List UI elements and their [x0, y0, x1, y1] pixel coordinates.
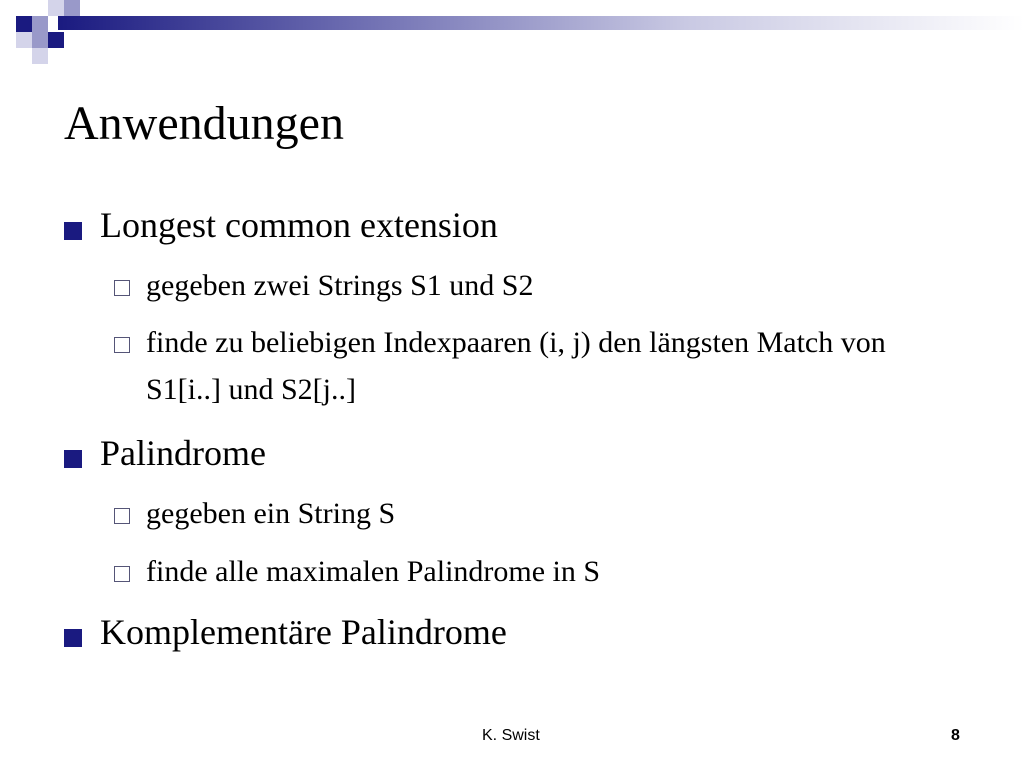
slide-title: Anwendungen: [64, 97, 344, 150]
deco-square-icon: [48, 32, 64, 48]
filled-square-bullet-icon: [64, 450, 82, 468]
bullet-text: Komplementäre Palindrome: [100, 612, 507, 652]
hollow-square-bullet-icon: [114, 280, 130, 296]
sub-bullet-text: finde alle maximalen Palindrome in S: [146, 555, 601, 588]
deco-square-icon: [48, 0, 64, 16]
footer-author: K. Swist: [482, 727, 540, 744]
filled-square-bullet-icon: [64, 629, 82, 647]
filled-square-bullet-icon: [64, 222, 82, 240]
bullet-text: Palindrome: [100, 433, 266, 473]
deco-square-icon: [16, 16, 32, 32]
sub-bullet-text: finde zu beliebigen Indexpaaren (i, j) den längsten Match von S1[i..] und S2[j..]: [146, 326, 886, 406]
deco-square-icon: [32, 32, 48, 48]
sub-bullet-text: gegeben ein String S: [146, 497, 396, 530]
header-gradient-bar: [58, 16, 1024, 30]
page-number: 8: [951, 727, 960, 744]
bullet-text: Longest common extension: [100, 205, 498, 245]
deco-square-icon: [32, 48, 48, 64]
hollow-square-bullet-icon: [114, 508, 130, 524]
deco-square-icon: [32, 16, 48, 32]
deco-square-icon: [64, 0, 80, 16]
hollow-square-bullet-icon: [114, 566, 130, 582]
hollow-square-bullet-icon: [114, 337, 130, 353]
sub-bullet-text: gegeben zwei Strings S1 und S2: [146, 269, 534, 302]
deco-square-icon: [16, 32, 32, 48]
